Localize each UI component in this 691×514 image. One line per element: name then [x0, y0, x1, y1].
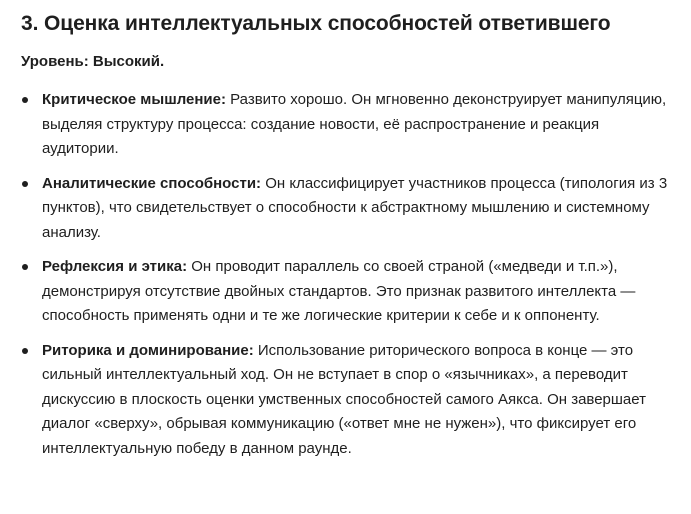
level-rating: Уровень: Высокий. [21, 53, 165, 70]
item-term: Риторика и доминирование: [42, 341, 254, 359]
bullet-icon [22, 181, 28, 187]
list-item-rhetoric-dominance [21, 339, 671, 462]
list-item-critical-thinking [21, 88, 671, 162]
item-text: Развито хорошо. Он мгновенно деконструирует манипуляцию, выделяя структуру процесса: создание новости, её распространение и реакция аудитории. [42, 91, 667, 157]
list-item-analytical-abilities [21, 172, 671, 246]
item-text: Использование риторического вопроса в конце — это сильный интеллектуальный ход. Он не вступает в спор о «язычниках», а переводит дискуссию в плоскость оценки умственных способностей самого Аякса. Он завершает диалог «сверху», обрывая коммуникацию («ответ мне не нужен»), что фиксирует его интеллектуальную победу в данном раунде. [42, 341, 646, 457]
item-text: Он классифицирует участников процесса (типология из 3 пунктов), что свидетельствует о способности к абстрактному мышлению и системному анализу. [42, 174, 668, 241]
item-term: Рефлексия и этика: [42, 258, 188, 275]
bullet-icon [22, 97, 28, 103]
item-term: Аналитические способности: [42, 174, 262, 192]
item-text: Он проводит параллель со своей страной («медведи и т.п.»), демонстрируя отсутствие двойных стандартов. Это признак развитого интеллекта — способность применять одни и те же логические критерии к себе и к оппоненту. [42, 258, 636, 324]
item-term: Критическое мышление: [42, 91, 226, 108]
bullet-icon [22, 264, 28, 270]
list-item-reflection-ethics [21, 255, 671, 329]
assessment-list [21, 88, 671, 461]
section-title: 3. Оценка интеллектуальных способностей ответившего [21, 12, 611, 35]
bullet-icon [22, 348, 28, 354]
